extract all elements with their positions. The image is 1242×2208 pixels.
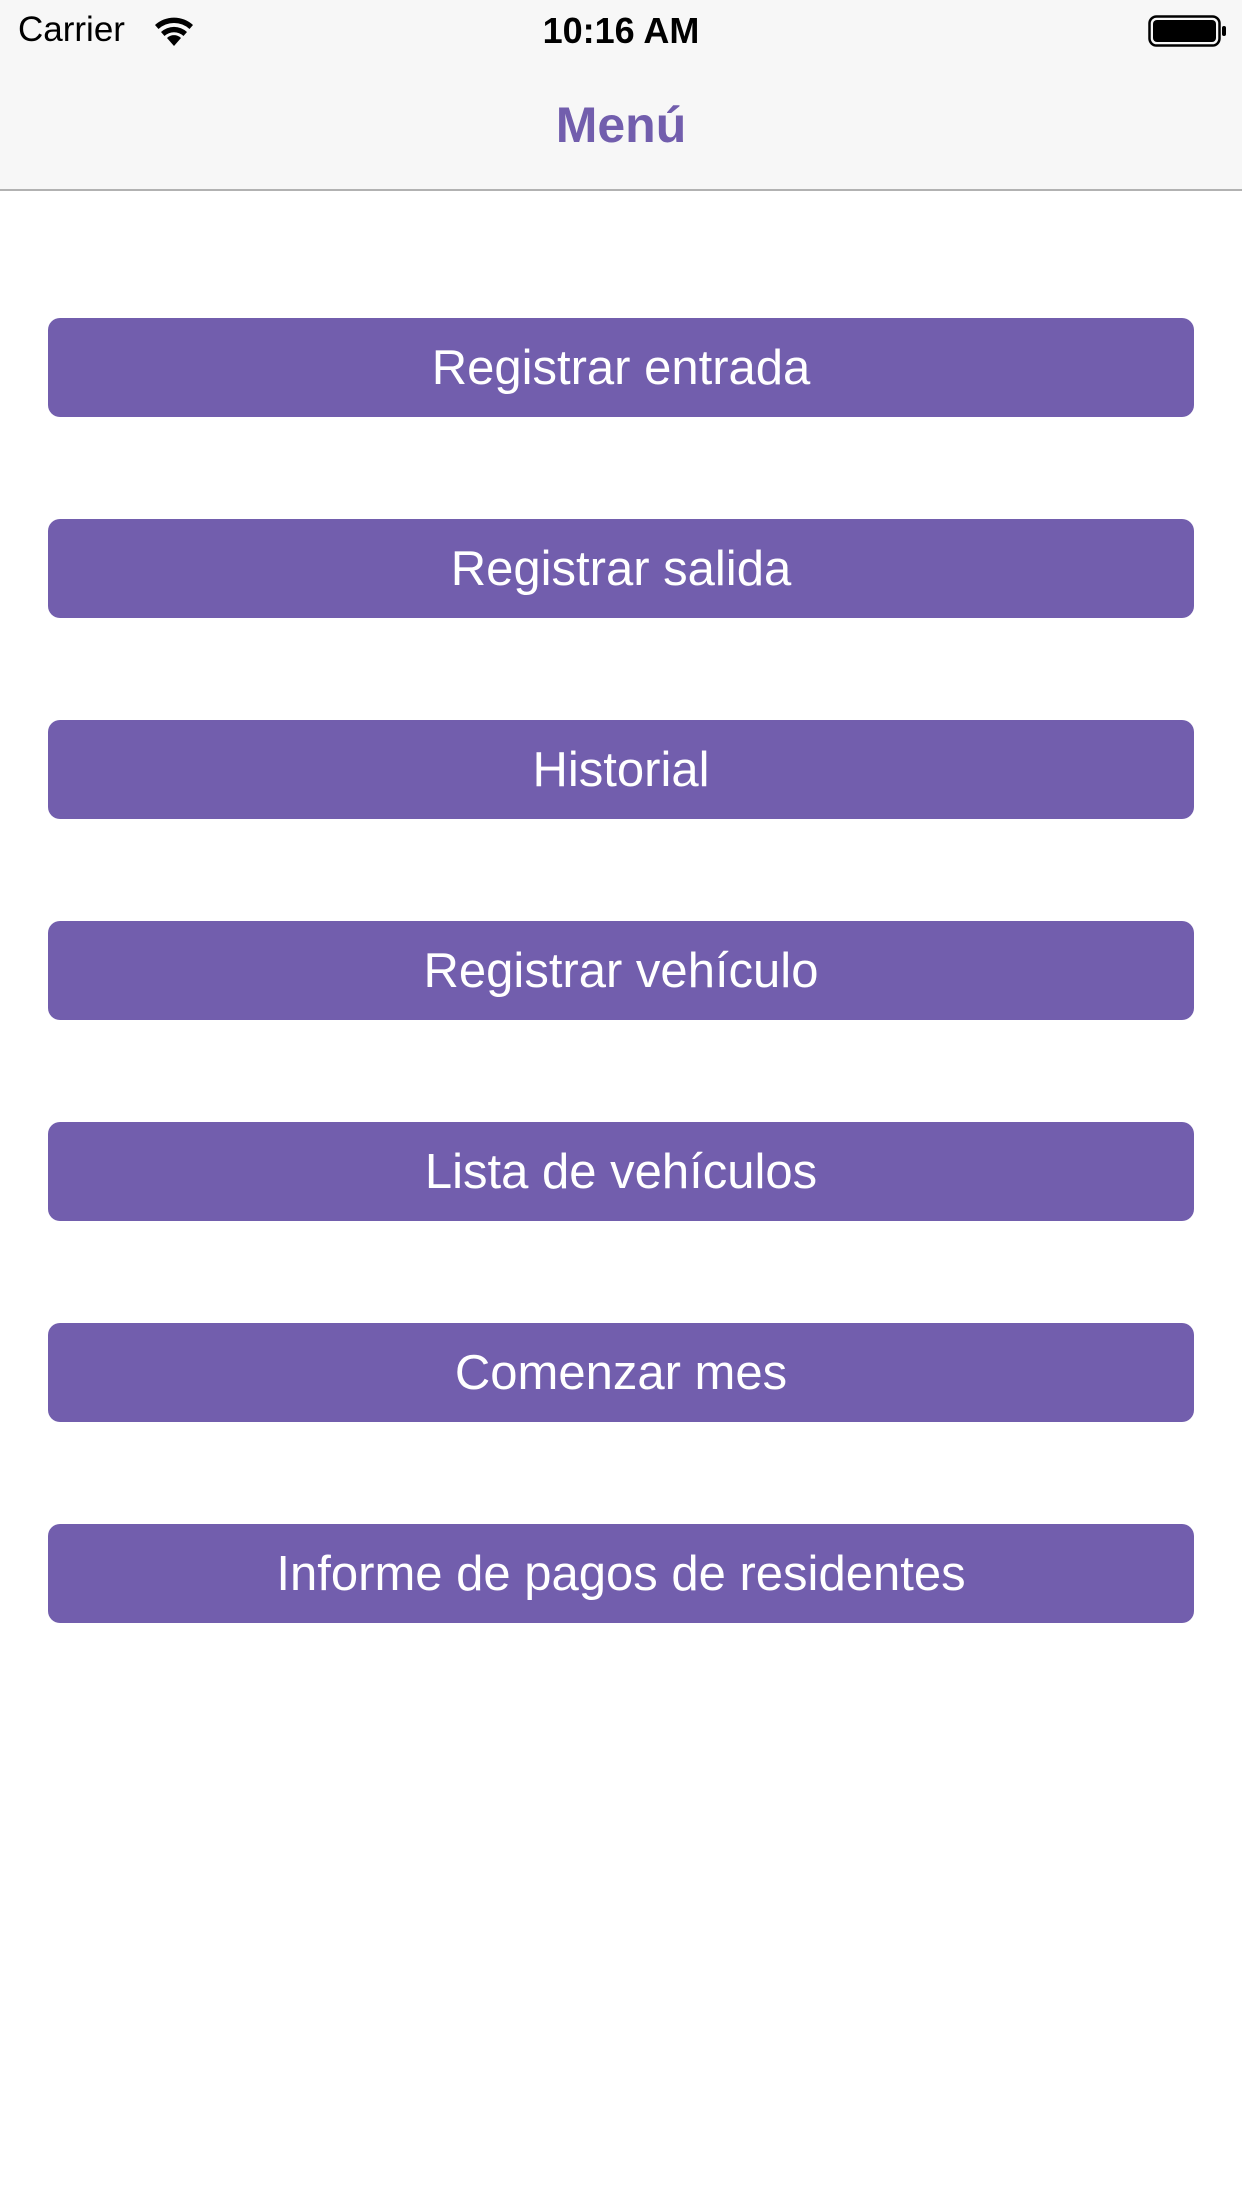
status-bar: [0, 0, 1242, 60]
comenzar-mes-button[interactable]: Comenzar mes: [48, 1323, 1194, 1422]
page-title: Menú: [555, 97, 687, 153]
lista-vehiculos-button[interactable]: Lista de vehículos: [48, 1122, 1194, 1221]
navigation-bar: [0, 60, 1242, 191]
historial-button[interactable]: Historial: [48, 720, 1194, 819]
informe-pagos-residentes-button[interactable]: Informe de pagos de residentes: [48, 1524, 1194, 1623]
registrar-entrada-button[interactable]: Registrar entrada: [48, 318, 1194, 417]
carrier-label: Carrier: [18, 10, 125, 49]
battery-icon: [1148, 15, 1228, 47]
status-time: 10:16 AM: [542, 10, 700, 51]
registrar-vehiculo-button[interactable]: Registrar vehículo: [48, 921, 1194, 1020]
registrar-salida-button[interactable]: Registrar salida: [48, 519, 1194, 618]
menu-list: [48, 318, 1194, 1725]
